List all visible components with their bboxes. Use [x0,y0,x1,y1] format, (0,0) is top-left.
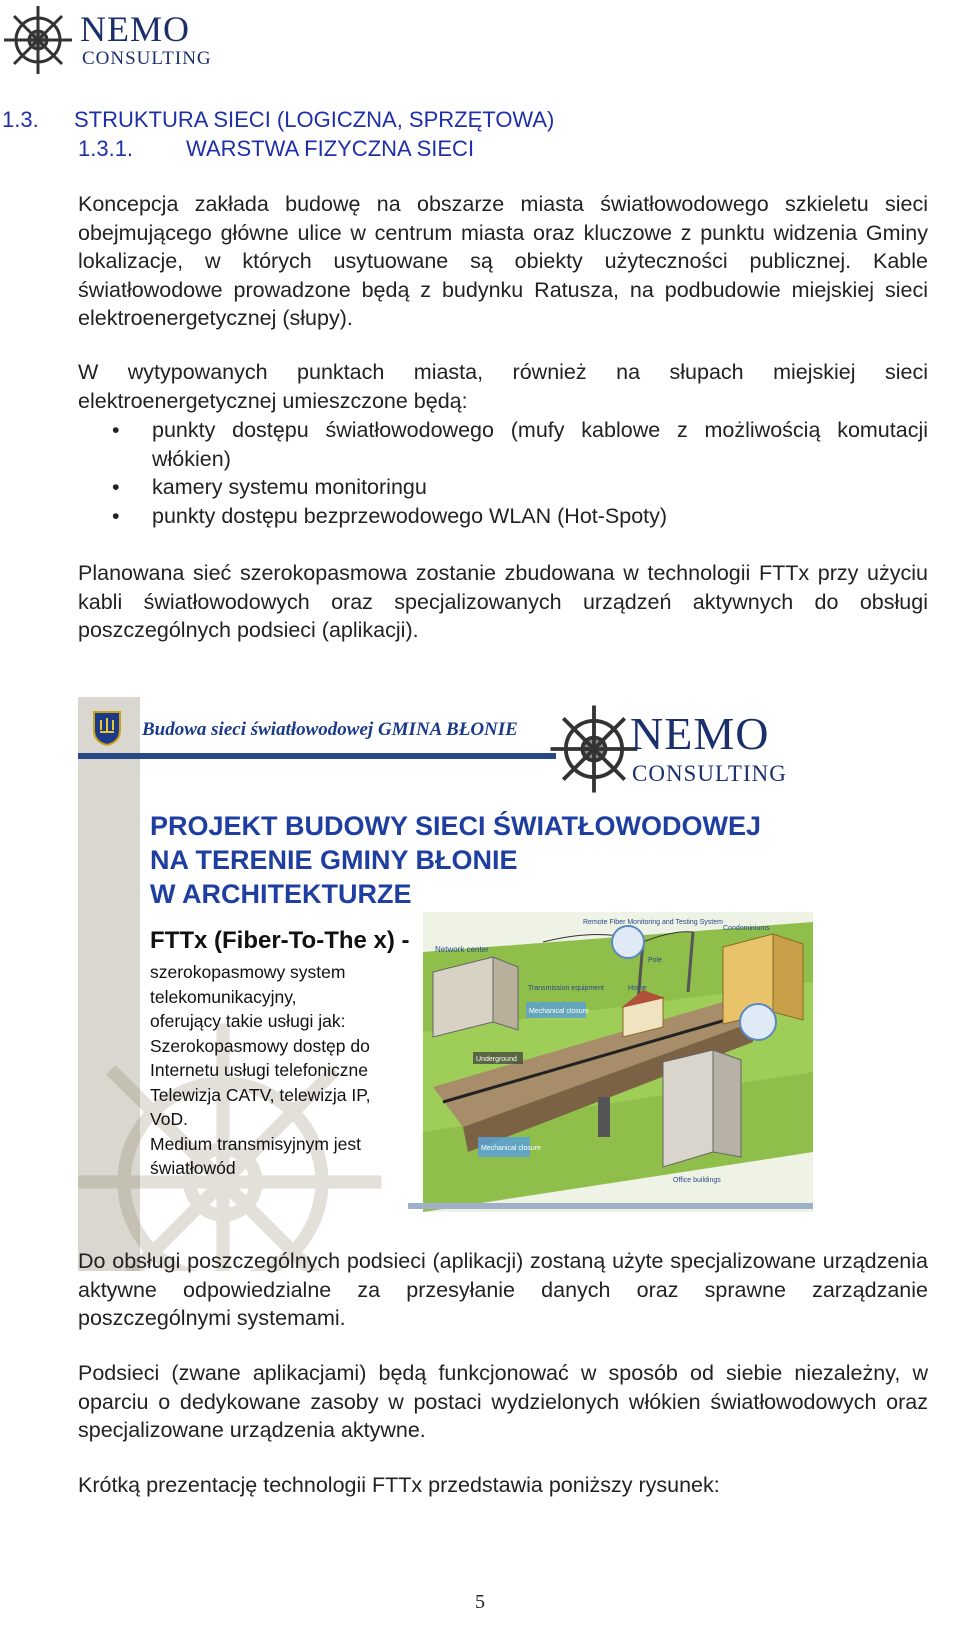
fttx-heading: FTTx (Fiber-To-The x) - [150,927,410,954]
bullet-icon: • [112,475,120,499]
nemo-consulting-logo [2,2,222,80]
paragraph-subnets: Podsieci (zwane aplikacjami) będą funkcjonować w sposób od siebie niezależny, w oparciu o dedykowane zasoby w postaci wydzielonych włókien światłowodowych oraz specjalizowane urządzenia aktywne. [78,1361,928,1442]
description-line: Internetu usługi telefoniczne [150,1060,368,1080]
slide-footer-rule [408,1203,813,1209]
list-item-text: kamery systemu monitoringu [152,475,427,499]
description-line: światłowód [150,1158,236,1178]
description-line: VoD. [150,1109,188,1129]
page-number: 5 [475,1591,485,1613]
paragraph-locations: W wytypowanych punktach miasta, również na słupach miejskiej sieci elektroenergetycznej umieszczone będą: [78,360,928,413]
section-heading [2,107,554,133]
paragraph-figure-intro: Krótką prezentację technologii FTTx przedstawia poniższy rysunek: [78,1473,720,1497]
description-line: szerokopasmowy system [150,962,346,982]
diagram-label: Office buildings [673,1177,721,1184]
slide-title [150,809,761,911]
fttx-network-illustration [423,912,813,1212]
diagram-label: Home [628,985,647,992]
list-item [78,502,928,531]
subsection-number: 1.3.1. [78,136,134,161]
list-item [78,416,928,473]
diagram-label: Pole [648,957,663,964]
list-item [78,473,928,502]
bullet-icon: • [112,418,120,442]
ship-wheel-icon [2,4,74,76]
subsection-title: WARSTWA FIZYCZNA SIECI [186,136,475,161]
diagram-label: Mechanical closure [529,1008,589,1015]
brand-name: NEMO [80,9,190,49]
diagram-label: Network center [435,945,489,954]
description-line: telekomunikacyjny, [150,986,297,1007]
subsection-heading [78,136,474,162]
ship-wheel-icon [548,703,640,795]
diagram-label: Remote Fiber Monitoring and Testing System [583,919,723,926]
slide-title-line: W ARCHITEKTURZE [150,879,412,909]
diagram-label: Underground [476,1056,517,1063]
paragraph-planned-network: Planowana sieć szerokopasmowa zostanie zbudowana w technologii FTTx przy użyciu kabli światłowodowych oraz specjalizowanych urządzeń aktywnych do obsługi poszczególnych podsieci (aplikacji). [78,561,928,642]
section-number: 1.3. [2,107,39,132]
slide-title-line: PROJEKT BUDOWY SIECI ŚWIATŁOWODOWEJ [150,811,762,841]
brand-subtitle: CONSULTING [82,48,212,69]
list-item-text: punkty dostępu bezprzewodowego WLAN (Hot-Spoty) [152,503,668,528]
slide-header-rule [78,753,556,759]
bullet-list [78,416,928,530]
description-line: Szerokopasmowy dostęp do [150,1035,370,1056]
list-item-text: punkty dostępu światłowodowego (mufy kablowe z możliwością komutacji włókien) [152,418,928,471]
description-line: Medium transmisyjnym jest [150,1133,362,1154]
slide-title-line: NA TERENIE GMINY BŁONIE [150,845,518,875]
diagram-label: Mechanical closure [481,1145,541,1152]
description-line: Telewizja CATV, telewizja IP, [150,1084,371,1105]
gmina-crest-icon [92,710,122,746]
slide-nemo-logo [548,703,833,803]
network-center-building [433,957,518,1037]
diagram-label: Transmission equipment [528,985,604,992]
paragraph-active-devices: Do obsługi poszczególnych podsieci (aplikacji) zostaną użyte specjalizowane urządzenia aktywne odpowiedzialne za przesyłanie danych oraz sprawne zarządzanie poszczególnymi systemami. [78,1249,928,1330]
slide-subtitle: Budowa sieci światłowodowej GMINA BŁONIE [142,719,518,740]
section-title: STRUKTURA SIECI (LOGICZNA, SPRZĘTOWA) [74,107,555,132]
brand-name: NEMO [630,708,770,759]
brand-subtitle: CONSULTING [632,761,787,786]
description-line: oferujący takie usługi jak: [150,1011,346,1031]
paragraph-concept: Koncepcja zakłada budowę na obszarze miasta światłowodowego szkieletu sieci obejmującego główne ulice w centrum miasta oraz kluczowe z punktu widzenia Gminy lokalizacje, w których usytuowane są obiekty użyteczności publicznej. Kable światłowodowe prowadzone będą z budynku Ratusza, na podbudowie miejskiej sieci elektroenergetycznej (słupy). [78,192,928,330]
fttx-description [150,960,425,1181]
diagram-label: Condominiums [723,925,770,932]
office-building [663,1050,741,1167]
presentation-slide-image [78,697,838,1271]
bullet-icon: • [112,503,120,528]
